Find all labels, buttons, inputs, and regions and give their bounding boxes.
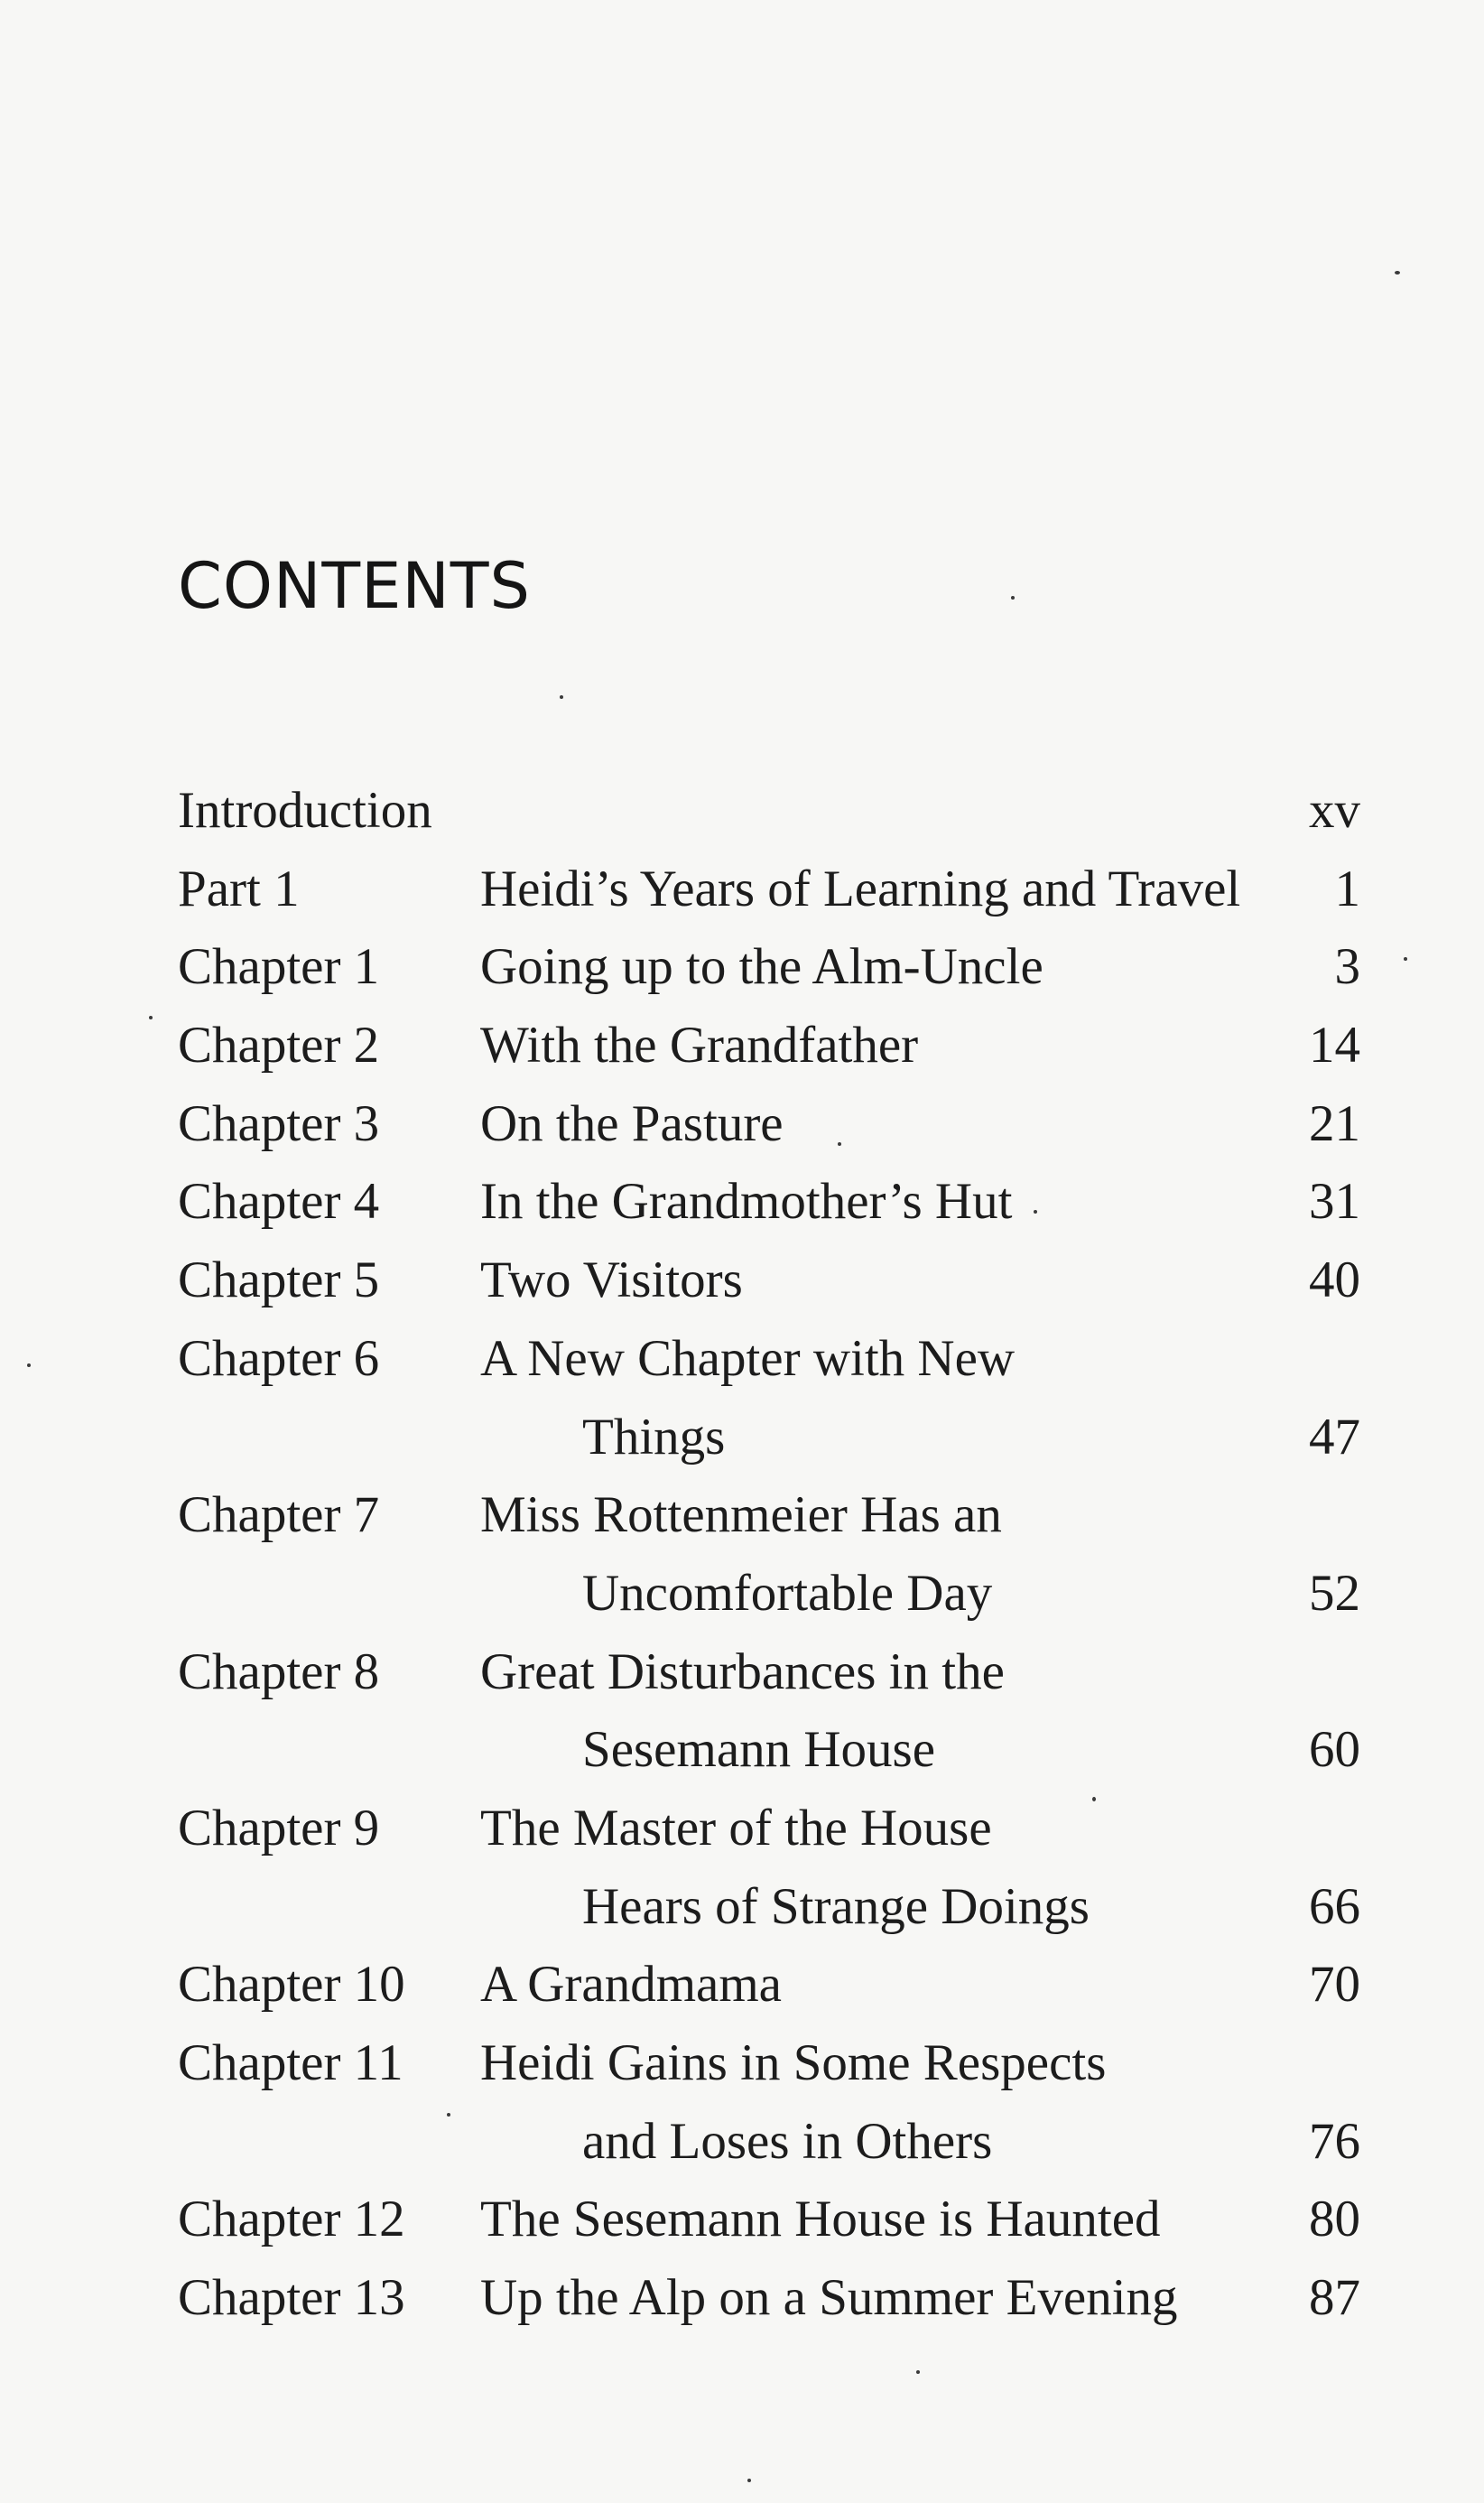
- toc-entry-chapter-1: [178, 928, 1360, 1007]
- entry-title: Miss Rottenmeier Has an: [480, 1486, 1002, 1544]
- entry-title-continuation: Uncomfortable Day: [582, 1564, 993, 1622]
- entry-page-number: 40: [1309, 1252, 1360, 1309]
- scan-speck: [1395, 271, 1400, 274]
- entry-label: Chapter 9: [178, 1799, 380, 1856]
- entry-page-number: 66: [1309, 1877, 1360, 1935]
- toc-entry-chapter-7-continued: [178, 1555, 1360, 1633]
- entry-page-number: 1: [1334, 860, 1360, 917]
- scan-speck: [838, 1142, 841, 1146]
- page-title: CONTENTS: [178, 549, 531, 623]
- toc-entry-chapter-9-continued: [178, 1868, 1360, 1947]
- entry-label: Introduction: [178, 782, 432, 839]
- toc-entry-chapter-7: [178, 1476, 1360, 1555]
- entry-label: Chapter 6: [178, 1329, 380, 1387]
- entry-label: Chapter 11: [178, 2034, 403, 2091]
- toc-entry-chapter-12: [178, 2181, 1360, 2259]
- toc-entry-chapter-9: [178, 1790, 1360, 1868]
- toc-entry-chapter-11-continued: [178, 2103, 1360, 2182]
- entry-title-continuation: and Loses in Others: [582, 2112, 993, 2170]
- entry-label: Chapter 7: [178, 1486, 380, 1544]
- entry-title: The Master of the House: [480, 1799, 992, 1856]
- entry-title: With the Grandfather: [480, 1017, 919, 1075]
- entry-title: Heidi’s Years of Learning and Travel: [480, 860, 1241, 917]
- toc-entry-chapter-8: [178, 1633, 1360, 1712]
- entry-title: Two Visitors: [480, 1252, 743, 1309]
- entry-title: The Sesemann House is Haunted: [480, 2191, 1161, 2248]
- entry-label: Chapter 13: [178, 2269, 405, 2327]
- entry-label: Chapter 12: [178, 2191, 405, 2248]
- entry-page-number: 80: [1309, 2191, 1360, 2248]
- scan-speck: [1034, 1210, 1037, 1214]
- entry-page-number: 31: [1309, 1173, 1360, 1231]
- entry-title: In the Grandmother’s Hut: [480, 1173, 1013, 1231]
- toc-entry-chapter-2: [178, 1007, 1360, 1085]
- toc-entry-chapter-6-continued: [178, 1399, 1360, 1477]
- entry-title: Going up to the Alm-Uncle: [480, 938, 1043, 996]
- table-of-contents: [178, 772, 1360, 2338]
- entry-label: Chapter 5: [178, 1252, 380, 1309]
- entry-page-number: 70: [1309, 1956, 1360, 2014]
- scan-speck: [447, 2113, 450, 2117]
- toc-entry-introduction: [178, 772, 1360, 851]
- entry-label: Chapter 2: [178, 1017, 380, 1075]
- toc-entry-chapter-5: [178, 1242, 1360, 1320]
- entry-page-number: 76: [1309, 2112, 1360, 2170]
- toc-entry-chapter-13: [178, 2259, 1360, 2338]
- entry-page-number: 3: [1334, 938, 1360, 996]
- scan-speck: [747, 2479, 751, 2482]
- entry-title-continuation: Hears of Strange Doings: [582, 1877, 1090, 1935]
- entry-title: A New Chapter with New: [480, 1329, 1016, 1387]
- entry-title: A Grandmama: [480, 1956, 782, 2014]
- scan-speck: [916, 2370, 920, 2374]
- entry-title: Heidi Gains in Some Respects: [480, 2034, 1107, 2091]
- entry-page-number: 14: [1309, 1017, 1360, 1075]
- scan-speck: [1404, 957, 1407, 961]
- toc-entry-chapter-4: [178, 1163, 1360, 1242]
- entry-label: Chapter 4: [178, 1173, 380, 1231]
- entry-label: Chapter 3: [178, 1094, 380, 1152]
- entry-label: Chapter 8: [178, 1642, 380, 1700]
- entry-title: Up the Alp on a Summer Evening: [480, 2269, 1178, 2327]
- entry-label: Chapter 10: [178, 1956, 405, 2014]
- scan-speck: [560, 695, 563, 699]
- entry-page-number: 87: [1309, 2269, 1360, 2327]
- toc-entry-chapter-11: [178, 2024, 1360, 2103]
- toc-entry-part-1: [178, 851, 1360, 929]
- entry-page-number: 47: [1309, 1408, 1360, 1466]
- entry-label: Chapter 1: [178, 938, 380, 996]
- toc-entry-chapter-3: [178, 1085, 1360, 1164]
- toc-entry-chapter-6: [178, 1320, 1360, 1399]
- entry-page-number: 52: [1309, 1564, 1360, 1622]
- toc-entry-chapter-10: [178, 1946, 1360, 2024]
- scan-speck: [27, 1363, 31, 1367]
- scan-speck: [149, 1016, 153, 1019]
- toc-entry-chapter-8-continued: [178, 1711, 1360, 1790]
- entry-page-number: 60: [1309, 1721, 1360, 1779]
- entry-title: Great Disturbances in the: [480, 1642, 1005, 1700]
- entry-title: On the Pasture: [480, 1094, 784, 1152]
- entry-page-number: 21: [1309, 1094, 1360, 1152]
- entry-title-continuation: Sesemann House: [582, 1721, 936, 1779]
- entry-label: Part 1: [178, 860, 300, 917]
- entry-title-continuation: Things: [582, 1408, 726, 1466]
- entry-page-number: xv: [1309, 782, 1360, 839]
- scan-speck: [1092, 1797, 1096, 1801]
- scan-speck: [1011, 596, 1015, 600]
